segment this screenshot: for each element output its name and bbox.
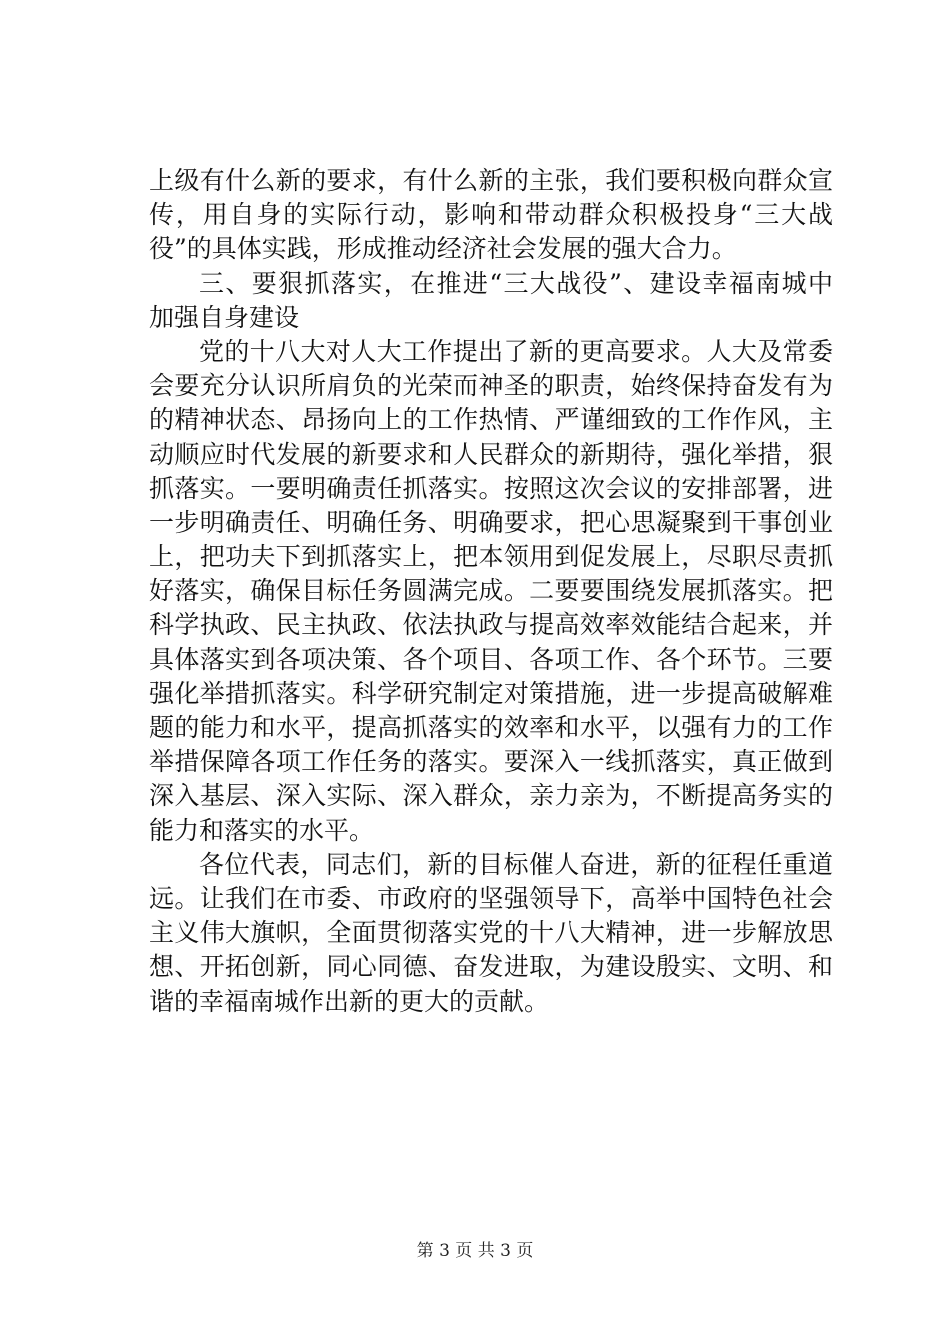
text-line: 科学执政、民主执政、依法执政与提高效率效能结合起来，并 xyxy=(149,610,833,640)
text-line: 强化举措抓落实。科学研究制定对策措施，进一步提高破解难 xyxy=(149,678,833,708)
text-line: 党的十八大对人大工作提出了新的更高要求。人大及常委 xyxy=(199,336,833,366)
text-line: 谐的幸福南城作出新的更大的贡献。 xyxy=(149,986,550,1016)
text-line: 动顺应时代发展的新要求和人民群众的新期待，强化举措，狠 xyxy=(149,439,833,469)
text-line: 会要充分认识所肩负的光荣而神圣的职责，始终保持奋发有为 xyxy=(149,371,833,401)
page-footer: 第 3 页 共 3 页 xyxy=(416,1241,534,1261)
text-line: 抓落实。一要明确责任抓落实。按照这次会议的安排部署，进 xyxy=(149,473,833,503)
text-line: 各位代表，同志们，新的目标催人奋进，新的征程任重道 xyxy=(199,849,833,879)
text-line: 主义伟大旗帜，全面贯彻落实党的十八大精神，进一步解放思 xyxy=(149,918,833,948)
document-body xyxy=(149,164,833,1019)
text-line: 的精神状态、昂扬向上的工作热情、严谨细致的工作作风，主 xyxy=(149,405,833,435)
text-line: 三、要狠抓落实，在推进“三大战役”、建设幸福南城中 xyxy=(199,268,833,298)
text-line: 上级有什么新的要求，有什么新的主张，我们要积极向群众宣 xyxy=(149,166,833,195)
text-line: 传，用自身的实际行动，影响和带动群众积极投身“三大战 xyxy=(149,200,833,230)
text-line: 役”的具体实践，形成推动经济社会发展的强大合力。 xyxy=(149,234,737,264)
text-line: 深入基层、深入实际、深入群众，亲力亲为，不断提高务实的 xyxy=(149,781,833,811)
text-line: 加强自身建设 xyxy=(149,302,300,332)
text-line: 具体落实到各项决策、各个项目、各项工作、各个环节。三要 xyxy=(149,644,833,674)
text-line: 想、开拓创新，同心同德、奋发进取，为建设殷实、文明、和 xyxy=(149,952,833,982)
text-line: 好落实，确保目标任务圆满完成。二要要围绕发展抓落实。把 xyxy=(149,576,833,606)
text-line: 题的能力和水平，提高抓落实的效率和水平，以强有力的工作 xyxy=(149,713,833,742)
text-line: 能力和落实的水平。 xyxy=(149,815,375,845)
text-line: 上，把功夫下到抓落实上，把本领用到促发展上，尽职尽责抓 xyxy=(149,542,833,572)
text-line: 远。让我们在市委、市政府的坚强领导下，高举中国特色社会 xyxy=(149,883,833,913)
text-line: 一步明确责任、明确任务、明确要求，把心思凝聚到干事创业 xyxy=(149,507,833,537)
text-line: 举措保障各项工作任务的落实。要深入一线抓落实，真正做到 xyxy=(149,747,833,777)
